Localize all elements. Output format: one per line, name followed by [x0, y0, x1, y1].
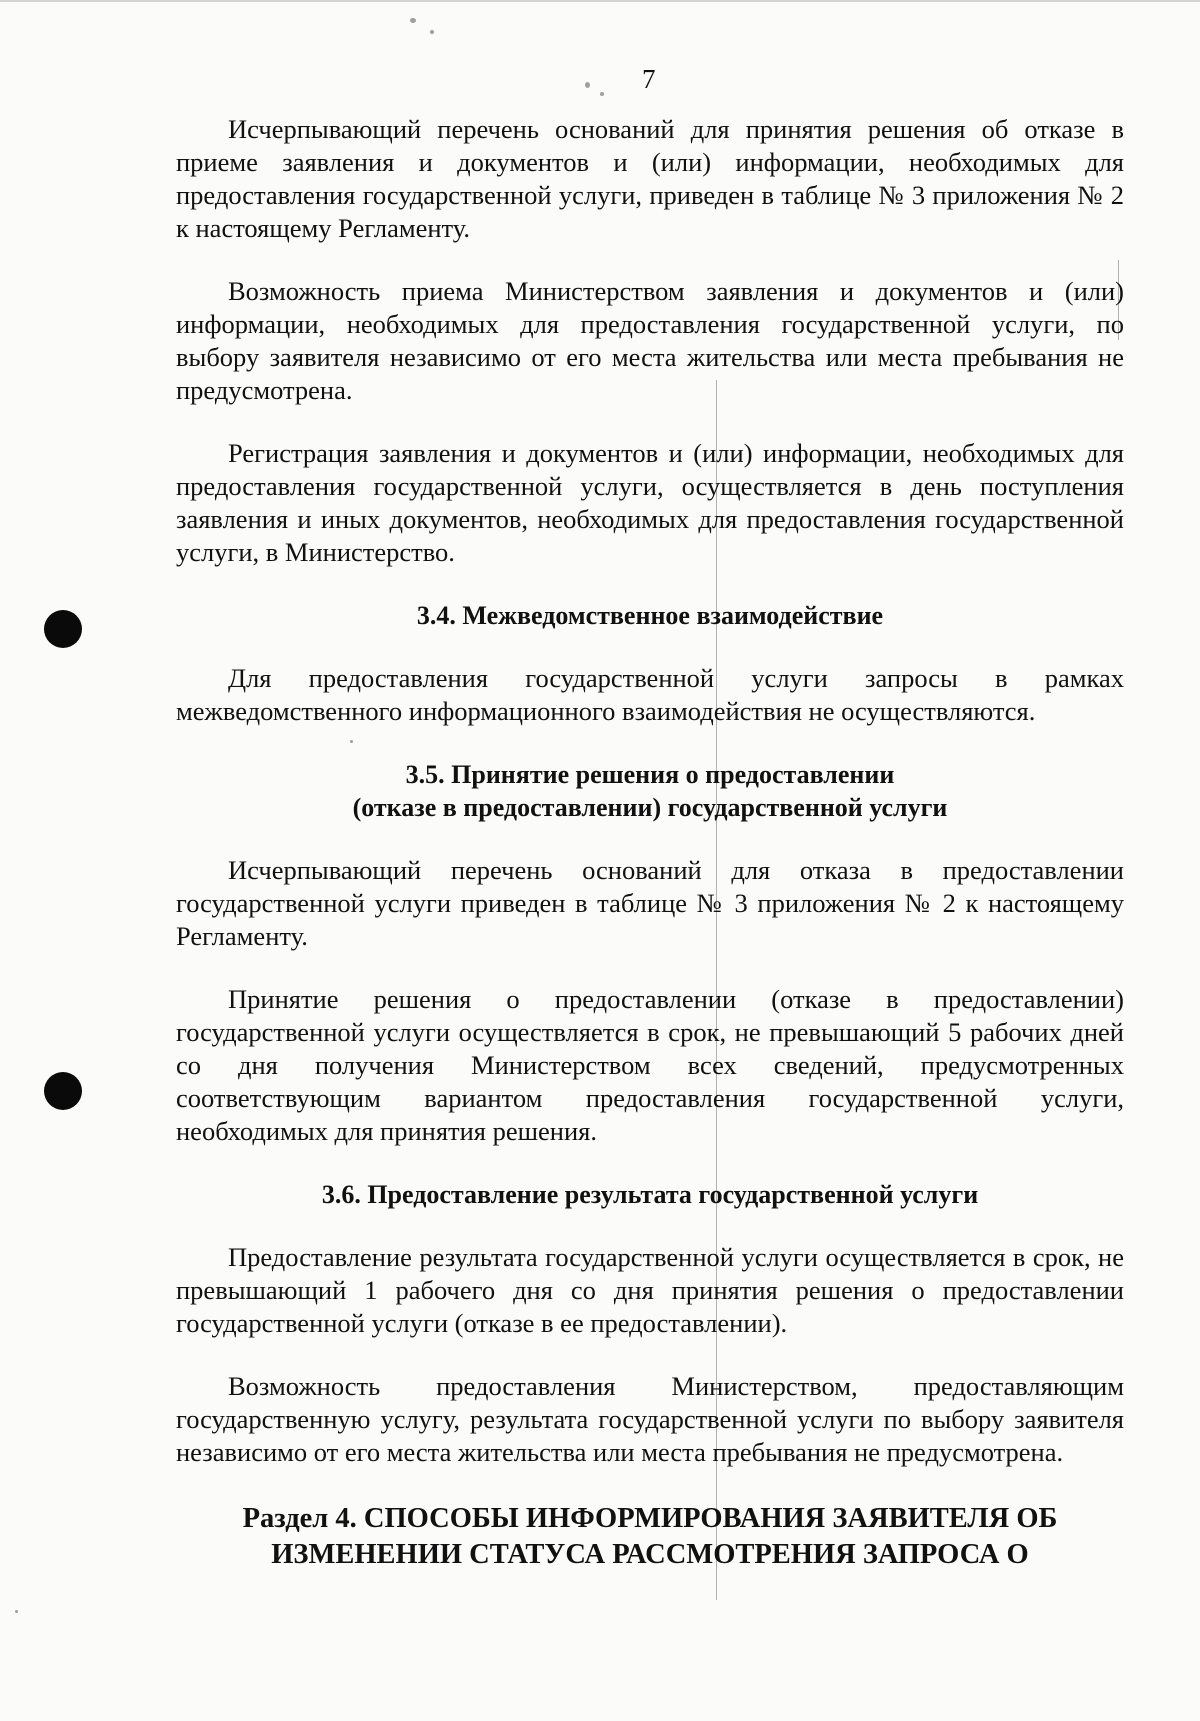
- paragraph: Предоставление результата государственной услуги осуществляется в срок, не превышающий 1 рабочего дня со дня принятия решения о предоставлении государственной услуги (отказе в ее предоставлении).: [176, 1242, 1124, 1338]
- block-spacer: [176, 632, 1124, 662]
- page-number: 7: [642, 64, 656, 94]
- heading-line: Раздел 4. СПОСОБЫ ИНФОРМИРОВАНИЯ ЗАЯВИТЕЛЯ ОБ: [242, 1503, 1058, 1534]
- block-spacer: [176, 1148, 1124, 1178]
- punch-hole-bottom: [44, 1072, 82, 1110]
- scan-speck: [15, 1610, 18, 1613]
- scan-edge-line: [0, 0, 1200, 2]
- block-spacer: [176, 953, 1124, 983]
- paragraph: Принятие решения о предоставлении (отказе в предоставлении) государственной услуги осуществляется в срок, не превышающий 5 рабочих дней со дня получения Министерством всех сведений, предусмотренных соответствующим вариантом предоставления государственной услуги, необходимых для принятия решения.: [176, 984, 1124, 1146]
- document-body: [176, 113, 1124, 1573]
- scan-speck: [410, 18, 416, 23]
- block-spacer: [176, 407, 1124, 437]
- heading-line: (отказе в предоставлении) государственной услуги: [352, 793, 948, 822]
- section-heading: [176, 1178, 1124, 1211]
- block-spacer: [176, 1211, 1124, 1241]
- heading-line: 3.5. Принятие решения о предоставлении: [405, 760, 895, 789]
- paragraph: Для предоставления государственной услуги запросы в рамках межведомственного информационного взаимодействия не осуществляются.: [176, 663, 1124, 726]
- scan-speck: [430, 30, 434, 34]
- paragraph: Возможность предоставления Министерством, предоставляющим государственную услугу, результата государственной услуги по выбору заявителя независимо от его места жительства или места пребывания не предусмотрена.: [176, 1371, 1124, 1467]
- section-heading: [176, 758, 1124, 824]
- block-spacer: [176, 1469, 1124, 1501]
- punch-hole-top: [44, 610, 82, 648]
- heading-line: ИЗМЕНЕНИИ СТАТУСА РАССМОТРЕНИЯ ЗАПРОСА О: [271, 1539, 1029, 1570]
- section-heading: [176, 599, 1124, 632]
- scan-speck: [600, 92, 604, 96]
- scan-speck: [585, 82, 590, 88]
- paragraph: Исчерпывающий перечень оснований для принятия решения об отказе в приеме заявления и документов и (или) информации, необходимых для предоставления государственной услуги, приведен в таблице № 3 приложения № 2 к настоящему Регламенту.: [176, 114, 1124, 243]
- block-spacer: [176, 1340, 1124, 1370]
- paragraph: Регистрация заявления и документов и (или) информации, необходимых для предоставления государственной услуги, осуществляется в день поступления заявления и иных документов, необходимых для предоставления государственной услуги, в Министерство.: [176, 438, 1124, 567]
- block-spacer: [176, 728, 1124, 758]
- block-spacer: [176, 824, 1124, 854]
- paragraph: Возможность приема Министерством заявления и документов и (или) информации, необходимых для предоставления государственной услуги, по выбору заявителя независимо от его места жительства или места пребывания не предусмотрена.: [176, 276, 1124, 405]
- heading-line: 3.4. Межведомственное взаимодействие: [416, 601, 884, 630]
- block-spacer: [176, 245, 1124, 275]
- heading-line: 3.6. Предоставление результата государственной услуги: [321, 1180, 979, 1209]
- chapter-heading: [176, 1501, 1124, 1573]
- paragraph: Исчерпывающий перечень оснований для отказа в предоставлении государственной услуги приведен в таблице № 3 приложения № 2 к настоящему Регламенту.: [176, 855, 1124, 951]
- block-spacer: [176, 569, 1124, 599]
